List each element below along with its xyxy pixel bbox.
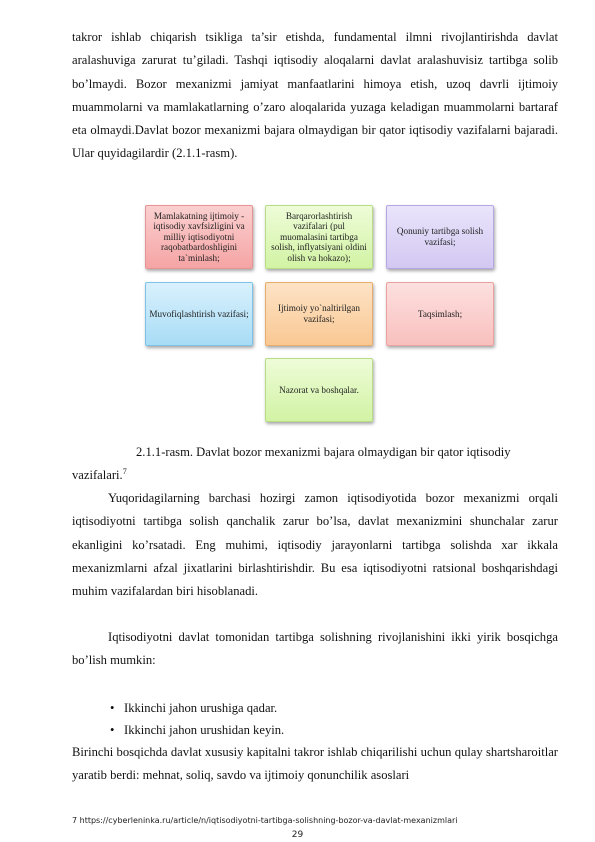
footnote-marker: 7: [122, 467, 127, 477]
diagram-box-stabilization: Barqarorlashtirish vazifalari (pul muomalasini tartibga solish, inflyatsiyani oldini olish va hokazo);: [265, 205, 373, 269]
figure-caption: [72, 441, 558, 488]
stages-list: [72, 697, 558, 741]
body-paragraph-mechanisms: Yuqoridagilarning barchasi hozirgi zamon iqtisodiyotida bozor mexanizmi orqali iqtisodiyotni tartibga solish qanchalik zarur bo’lsa, davlat mexanizmini shunchalar zarur ekanligini ko’rsatadi. Eng muhimi, iqtisodiy jarayonlarni tartibga solishda xar ikkala mexanizmlarni afzal jixatlarini birlashtirishdir. Bu esa iqtisodiyotni ratsional boshqarishdagi muhim vazifalardan biri hisoblanadi.: [72, 491, 558, 599]
diagram-box-social: Ijtimoiy yo`naltirilgan vazifasi;: [265, 282, 373, 346]
list-item: [72, 719, 558, 741]
diagram-box-coordination: Muvofiqlashtirish vazifasi;: [145, 282, 253, 346]
list-item-text: Ikkinchi jahon urushiga qadar.: [124, 701, 278, 715]
diagram-box-distribution: Taqsimlash;: [386, 282, 494, 346]
body-paragraph-first-stage: Birinchi bosqichda davlat xususiy kapitalni takror ishlab chiqarilishi uchun qulay shartsharoitlar yaratib berdi: mehnat, soliq, savdo va ijtimoiy qonunchilik asoslari: [72, 745, 558, 783]
diagram-box-security: Mamlakatning ijtimoiy - iqtisodiy xavfsizligini va milliy iqtisodiyotni raqobatbardoshligini ta`minlash;: [145, 205, 253, 269]
list-item-text: Ikkinchi jahon urushidan keyin.: [124, 723, 285, 737]
body-paragraph-stages: Iqtisodiyotni davlat tomonidan tartibga solishning rivojlanishini ikki yirik bosqichga bo’lish mumkin:: [72, 630, 558, 668]
list-item: [72, 697, 558, 719]
footnote: 7 https://cyberleninka.ru/article/n/iqtisodiyotni-tartibga-solishning-bozor-va-davlat-mexanizmlari: [72, 816, 458, 825]
page-number: 29: [291, 830, 304, 840]
bullet-icon: •: [110, 701, 115, 715]
state-functions-diagram: [141, 200, 501, 428]
bullet-icon: •: [110, 723, 115, 737]
caption-text: 2.1.1-rasm. Davlat bozor mexanizmi bajara olmaydigan bir qator iqtisodiy vazifalari.: [72, 445, 511, 483]
diagram-box-legal-regulation: Qonuniy tartibga solish vazifasi;: [386, 205, 494, 269]
body-paragraph-intro: takror ishlab chiqarish tsikliga ta’sir etishda, fundamental ilmni rivojlantirishda davlat aralashuviga zarurat tu’giladi. Tashqi iqtisodiy aloqalarni davlat aralashuvisiz tartibga solib bo’lmaydi. Bozor mexanizmi jamiyat manfaatlarini himoya etish, uzoq davrli ijtimoiy muammolarni va mamlakatlarning o’zaro aloqalarida yuzaga keladigan muammolarni bartaraf eta olmaydi.Davlat bozor mexanizmi bajara olmaydigan bir qator iqtisodiy vazifalarni bajaradi. Ular quyidagilardir (2.1.1-rasm).: [72, 30, 558, 161]
diagram-box-control: Nazorat va boshqalar.: [265, 358, 373, 422]
